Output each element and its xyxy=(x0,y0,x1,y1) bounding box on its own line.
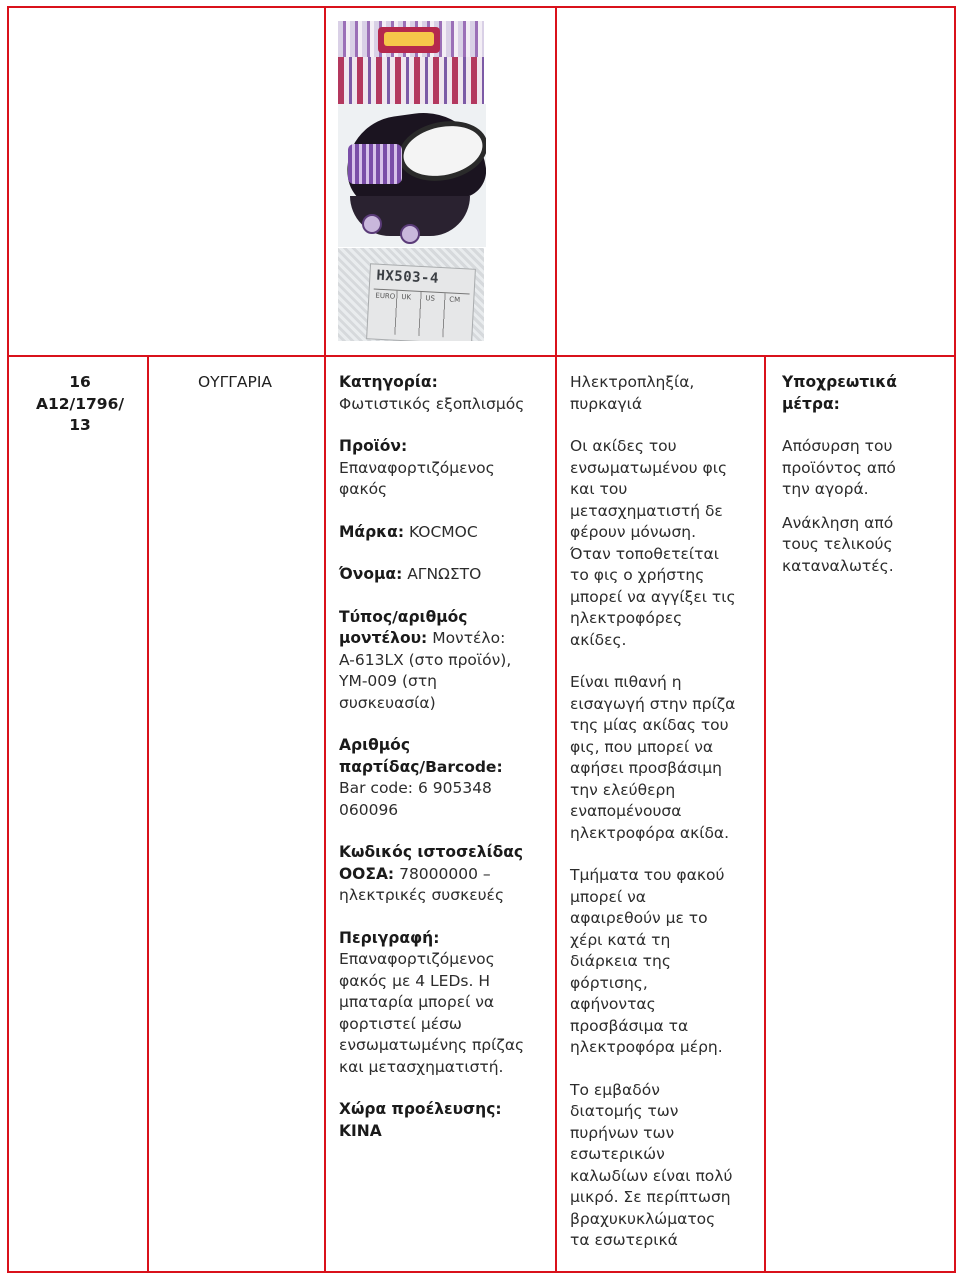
product-box-photo xyxy=(338,21,484,104)
row-reference-line-1: A12/1796/ xyxy=(35,394,125,413)
description-line: φακός με 4 LEDs. Η xyxy=(339,971,490,990)
risk-paragraph: Οι ακίδες του ενσωματωμένου φις και του μετασχηματιστή δε φέρουν μόνωση. Όταν τοποθετείται το φις ο χρήστης μπορεί να αγγίξει τις ηλεκτροφόρες ακίδες. xyxy=(570,437,736,649)
batch-label-line: παρτίδας/Barcode: xyxy=(339,757,503,776)
risk-paragraph: Είναι πιθανή η εισαγωγή στην πρίζα της μίας ακίδας του φις, που μπορεί να αφήσει προσβάσιμη την ελεύθερη εναπομένουσα ηλεκτροφόρα ακίδα. xyxy=(570,673,736,842)
row-reference-line-2: 13 xyxy=(69,416,91,434)
name-value: ΑΓΝΩΣΤΟ xyxy=(407,565,482,583)
row-number-cell xyxy=(20,372,140,437)
risk-cell xyxy=(570,372,760,1252)
product-shoe-photo xyxy=(338,104,486,247)
product-label: Προϊόν: xyxy=(339,437,408,455)
model-value-first: Μοντέλο: xyxy=(432,629,506,647)
col-divider-1 xyxy=(147,355,149,1273)
oecd-value-line: ηλεκτρικές συσκευές xyxy=(339,886,505,904)
table-border-top xyxy=(7,6,956,8)
origin-label: Χώρα προέλευσης: xyxy=(339,1100,502,1118)
description-line: μπαταρία μπορεί να xyxy=(339,993,495,1011)
product-value-line: Επαναφορτιζόμενος xyxy=(339,458,495,477)
description-label: Περιγραφή: xyxy=(339,928,440,947)
model-value-line: συσκευασία) xyxy=(339,693,436,712)
details-cell xyxy=(339,372,553,1163)
measures-label-line: μέτρα: xyxy=(782,394,840,413)
col-divider-4 xyxy=(764,355,766,1273)
model-value-line: YM-009 (στη xyxy=(339,672,437,690)
oecd-label-line: Κωδικός ιστοσελίδας xyxy=(339,843,524,861)
country-cell xyxy=(150,372,320,394)
table-border-bottom xyxy=(7,1271,956,1273)
description-line: Επαναφορτιζόμενος xyxy=(339,950,495,968)
risk-paragraph: Τμήματα του φακού μπορεί να αφαιρεθούν με το χέρι κατά τη διάρκεια της φόρτισης, αφήνοντας προσβάσιμα τα ηλεκτροφόρα μέρη. xyxy=(570,866,725,1056)
model-label-line: μοντέλου: xyxy=(339,629,428,647)
col-divider-3 xyxy=(555,6,557,1273)
risk-type-line: Ηλεκτροπληξία, xyxy=(570,373,695,391)
description-line: ενσωματωμένης πρίζας xyxy=(339,1036,525,1054)
risk-paragraph: Το εμβαδόν διατομής των πυρήνων των εσωτερικών καλωδίων είναι πολύ μικρό. Σε περίπτωση βραχυκυκλώματος τα εσωτερικά xyxy=(570,1080,733,1249)
oecd-value-first: 78000000 – xyxy=(399,864,491,883)
measure-item: Ανάκληση από τους τελικούς καταναλωτές. xyxy=(782,513,894,575)
model-value-line: A-613LX (στο προϊόν), xyxy=(339,650,512,669)
label-code: HX503-4 xyxy=(376,267,440,287)
category-label: Κατηγορία: xyxy=(339,373,438,391)
row-divider xyxy=(7,355,956,357)
risk-type-line: πυρκαγιά xyxy=(570,394,643,413)
description-line: και μετασχηματιστή. xyxy=(339,1057,504,1076)
country: ΟΥΓΓΑΡΙΑ xyxy=(197,373,273,391)
row-number: 16 xyxy=(69,373,91,391)
measures-cell xyxy=(782,372,952,598)
measure-item: Απόσυρση του προϊόντος από την αγορά. xyxy=(782,437,896,498)
batch-value-line: Bar code: 6 905348 xyxy=(339,779,492,797)
oecd-label-line: ΟΟΣΑ: xyxy=(339,864,395,883)
batch-value-line: 060096 xyxy=(339,800,399,819)
name-label: Όνομα: xyxy=(339,565,403,583)
batch-label-line: Αριθμός xyxy=(339,736,411,754)
description-line: φορτιστεί μέσω xyxy=(339,1014,462,1033)
col-divider-2 xyxy=(324,6,326,1273)
product-label-photo: HX503-4 EURO UK US CM xyxy=(338,248,484,341)
table-border-right xyxy=(954,6,956,1273)
brand-label: Μάρκα: xyxy=(339,522,405,541)
table-border-left xyxy=(7,6,9,1273)
category-value: Φωτιστικός εξοπλισμός xyxy=(339,394,525,413)
model-label-line: Τύπος/αριθμός xyxy=(339,607,468,626)
measures-label-line: Υποχρεωτικά xyxy=(782,373,897,391)
brand-logo xyxy=(378,27,440,53)
brand-value: KOCMOC xyxy=(408,522,478,541)
product-value-line: φακός xyxy=(339,480,388,498)
origin-value: ΚΙΝΑ xyxy=(339,1121,382,1140)
